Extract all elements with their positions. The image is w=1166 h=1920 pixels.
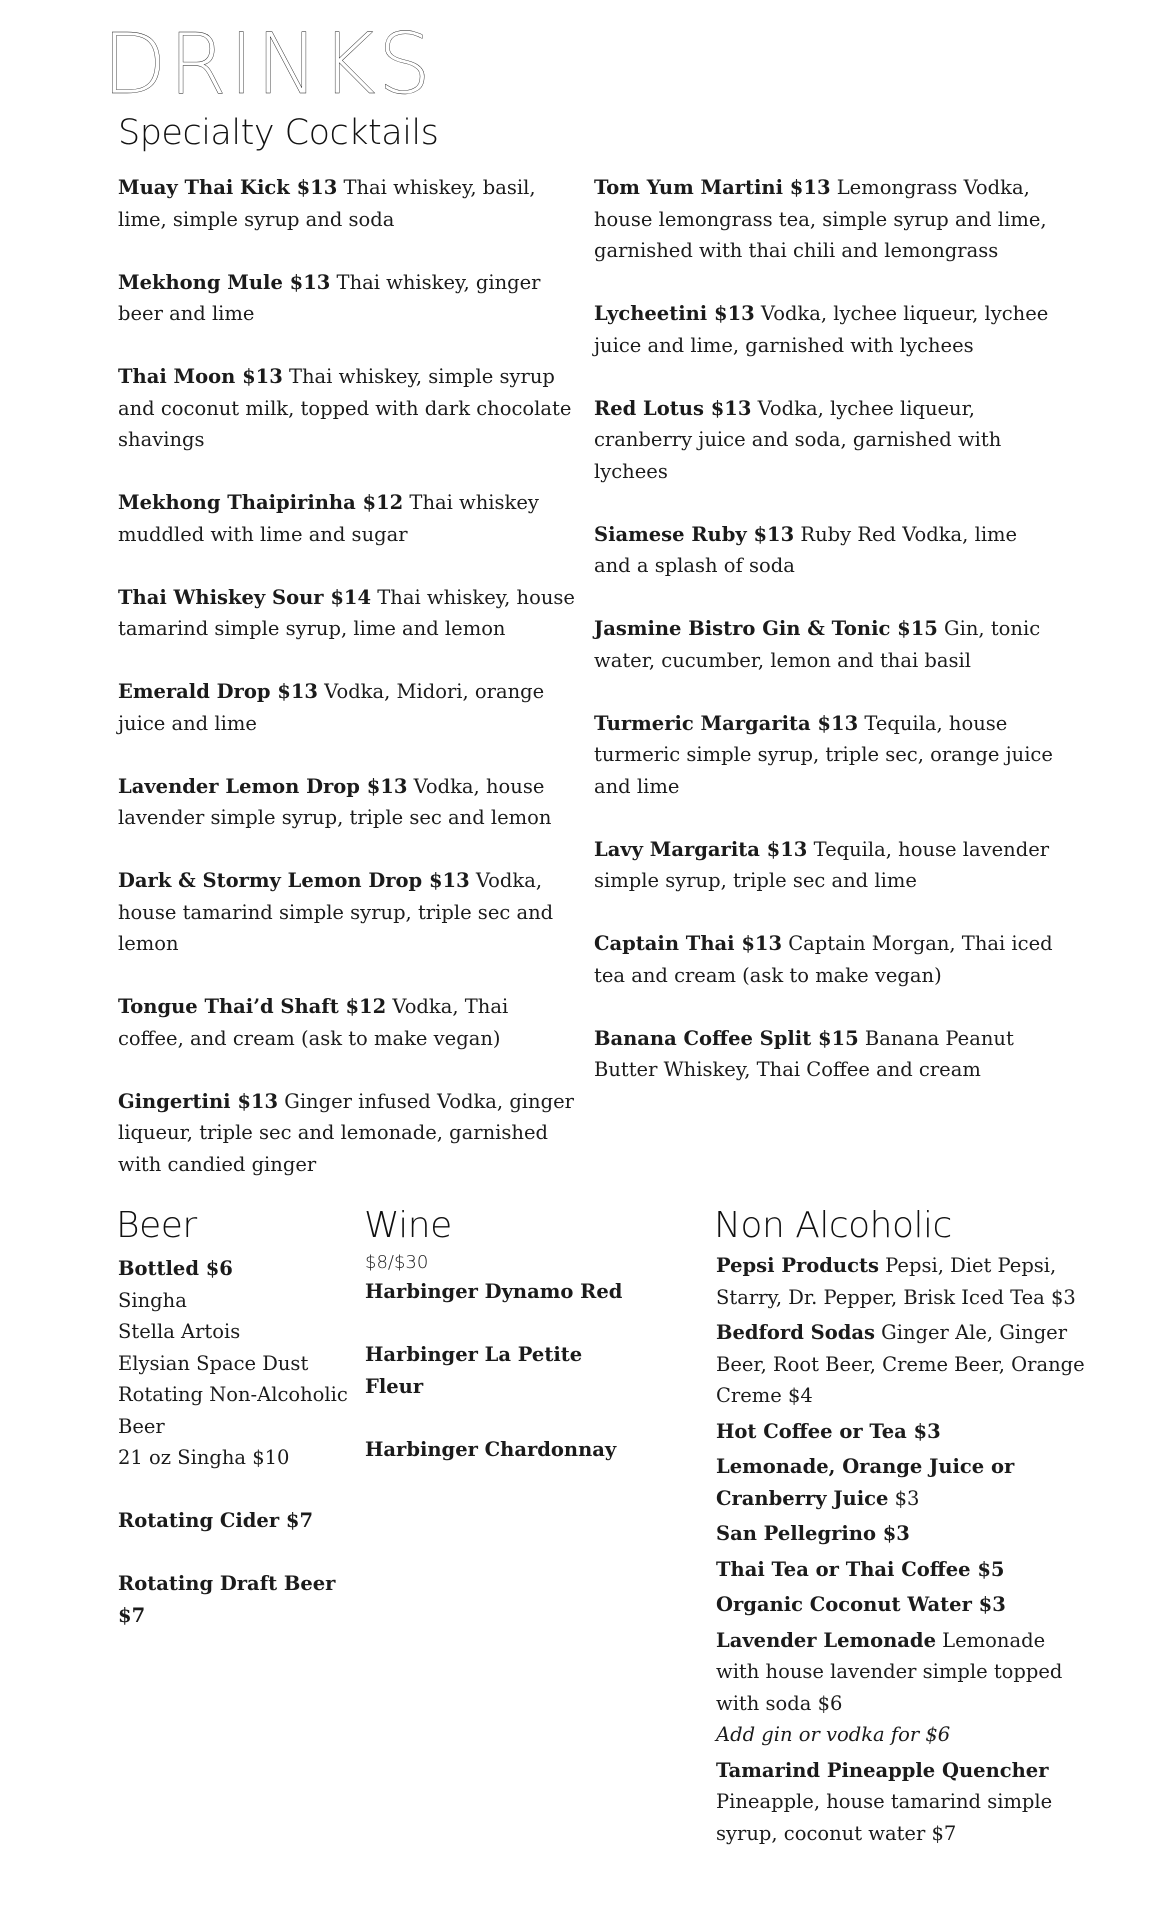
list-item: Muay Thai Kick $13 Thai whiskey, basil, lime, simple syrup and soda (118, 176, 536, 231)
list-item: Banana Coffee Split $15 Banana Peanut Butter Whiskey, Thai Coffee and cream (594, 1026, 1014, 1081)
list-item: Mekhong Thaipirinha $12 Thai whiskey muddled with lime and sugar (118, 491, 539, 546)
list-item: Elysian Space Dust (118, 1351, 309, 1375)
list-item: Mekhong Mule $13 Thai whiskey, ginger beer and lime (118, 270, 541, 325)
list-item: San Pellegrino $3 (716, 1522, 910, 1545)
cocktails-left-column (118, 172, 578, 1212)
nonalcoholic-column (716, 1250, 1086, 1853)
list-item: Pepsi Products Pepsi, Diet Pepsi, Starry, Dr. Pepper, Brisk Iced Tea $3 (716, 1254, 1076, 1309)
list-item: Harbinger La Petite Fleur (365, 1343, 583, 1398)
list-item: Lavender Lemon Drop $13 Vodka, house lavender simple syrup, triple sec and lemon (118, 774, 552, 829)
list-item: Lavender Lemonade Lemonade with house lavender simple topped with soda $6 (716, 1628, 1063, 1715)
nonalcoholic-heading: Non Alcoholic (714, 1205, 952, 1246)
list-item: 21 oz Singha $10 (118, 1446, 290, 1469)
wine-heading: Wine (364, 1205, 452, 1246)
list-item: Tongue Thai’d Shaft $12 Vodka, Thai coffee, and cream (ask to make vegan) (118, 995, 509, 1050)
list-item: Stella Artois (118, 1320, 241, 1343)
list-item: Jasmine Bistro Gin & Tonic $15 Gin, tonic water, cucumber, lemon and thai basil (594, 617, 1041, 672)
list-item: Gingertini $13 Ginger infused Vodka, ginger liqueur, triple sec and lemonade, garnished with candied ginger (118, 1089, 574, 1176)
add-spirit-note: Add gin or vodka for $6 (716, 1723, 951, 1746)
list-item: Harbinger Dynamo Red (365, 1280, 623, 1303)
list-item: Siamese Ruby $13 Ruby Red Vodka, lime and a splash of soda (594, 522, 1018, 577)
list-item: Rotating Non-Alcoholic Beer (118, 1383, 348, 1438)
list-item: Lycheetini $13 Vodka, lychee liqueur, lychee juice and lime, garnished with lychees (594, 302, 1049, 357)
wine-column (365, 1250, 645, 1465)
list-item: Bedford Sodas Ginger Ale, Ginger Beer, Root Beer, Creme Beer, Orange Creme $4 (716, 1321, 1085, 1407)
draft-item: Rotating Draft Beer $7 (118, 1572, 336, 1627)
list-item: Organic Coconut Water $3 (716, 1593, 1006, 1616)
list-item: Hot Coffee or Tea $3 (716, 1419, 941, 1443)
list-item: Emerald Drop $13 Vodka, Midori, orange juice and lime (118, 680, 545, 735)
list-item: Tom Yum Martini $13 Lemongrass Vodka, house lemongrass tea, simple syrup and lime, garnished with thai chili and lemongrass (594, 176, 1047, 262)
list-item: Harbinger Chardonnay (365, 1437, 617, 1461)
cocktails-heading: Specialty Cocktails (118, 113, 439, 153)
list-item: Thai Tea or Thai Coffee $5 (716, 1557, 1005, 1581)
list-item: Lemonade, Orange Juice or Cranberry Juice $3 (716, 1455, 1015, 1510)
list-item: Tamarind Pineapple Quencher Pineapple, house tamarind simple syrup, coconut water $7 (716, 1758, 1053, 1845)
list-item: Captain Thai $13 Captain Morgan, Thai iced tea and cream (ask to make vegan) (594, 932, 1053, 987)
list-item: Thai Moon $13 Thai whiskey, simple syrup and coconut milk, topped with dark chocolate shavings (118, 365, 572, 451)
list-item: Red Lotus $13 Vodka, lychee liqueur, cranberry juice and soda, garnished with lychees (594, 396, 1002, 483)
wine-price: $8/$30 (365, 1252, 429, 1273)
list-item: Dark & Stormy Lemon Drop $13 Vodka, house tamarind simple syrup, triple sec and lemon (118, 869, 554, 955)
bottled-label: Bottled $6 (118, 1257, 233, 1280)
list-item: Thai Whiskey Sour $14 Thai whiskey, house tamarind simple syrup, lime and lemon (118, 585, 575, 640)
cocktails-right-column (594, 172, 1054, 1117)
cider-item: Rotating Cider $7 (118, 1509, 314, 1532)
page-title: DRINKS (102, 15, 434, 113)
list-item: Singha (118, 1288, 187, 1312)
beer-heading: Beer (116, 1205, 197, 1246)
beer-column (118, 1253, 358, 1631)
list-item: Turmeric Margarita $13 Tequila, house turmeric simple syrup, triple sec, orange juice and lime (594, 711, 1053, 798)
list-item: Lavy Margarita $13 Tequila, house lavender simple syrup, triple sec and lime (594, 837, 1050, 892)
